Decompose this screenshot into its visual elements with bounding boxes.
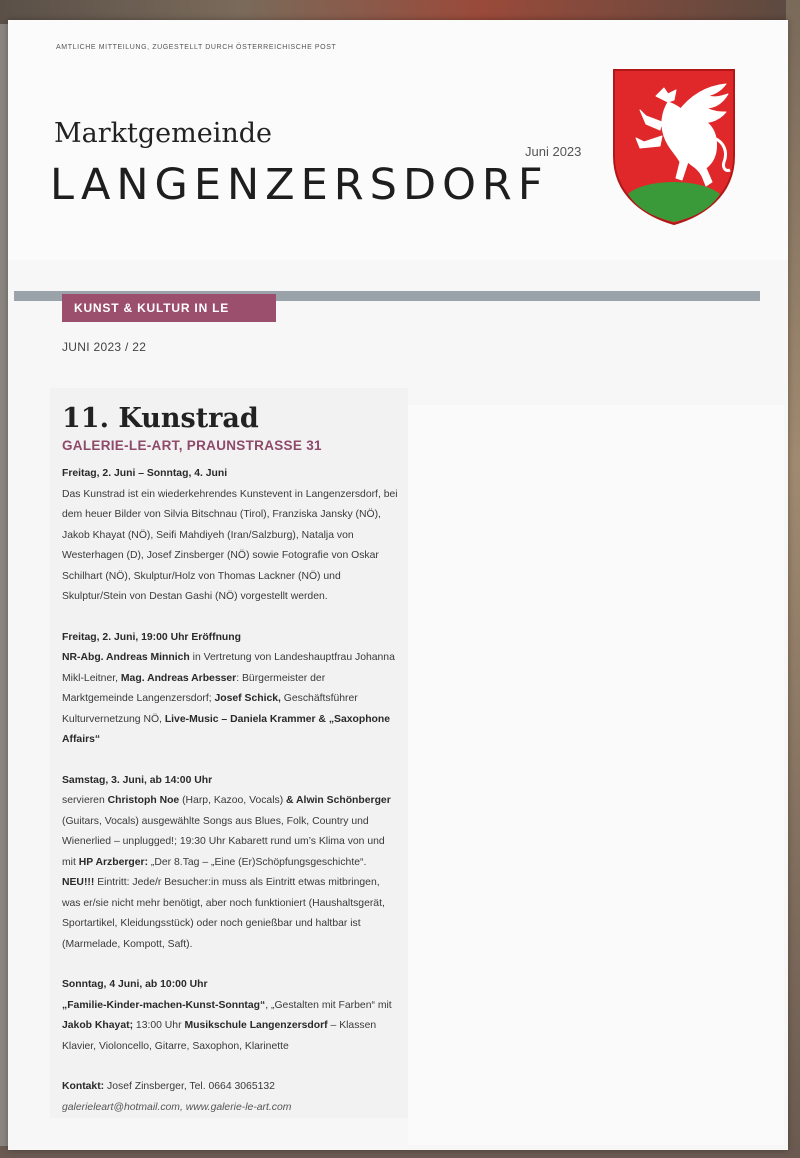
event-heading: Samstag, 3. Juni, ab 14:00 Uhr [62,774,213,786]
performer-name: Christoph Noe [107,795,180,806]
contact-label: Kontakt: [62,1081,105,1092]
text-run: (Guitars, Vocals) ausgewählte Songs aus Blues, Folk, Country und Wienerlied – unplugged!; 19:30 Uhr Kabarett rund um’s Klima von und mit [62,815,385,868]
text-run: in Vertretung von Landeshauptfrau Johanna Mikl-Leitner, [62,652,395,684]
text-run: Geschäftsführer Kulturvernetzung NÖ, [62,693,358,725]
event-text: Das Kunstrad ist ein wiederkehrendes Kunstevent in Langenzersdorf, bei dem heuer Bilder von Silvia Bitschnau (Tirol), Franziska Jansky (NÖ), Jakob Khayat (NÖ), Seifi Mahdiyeh (Iran/Salzburg), Natalja von Westerhagen (D), Josef Zinsberger (NÖ) sowie Fotografie von Oskar Schilhart (NÖ), Skulptur/Holz von Thomas Lackner (NÖ) und Skulptur/Stein von Destan Gashi (NÖ) vorgestellt werden. [62,488,398,602]
event-text [62,791,398,955]
griffin-coat-of-arms-icon [610,66,738,226]
text-run: (Harp, Kazoo, Vocals) [179,795,287,806]
event-text [62,648,398,751]
masthead-title: LANGENZERSDORF [50,160,549,210]
new-badge: NEU!!! [62,877,95,888]
text-run: 13:00 Uhr [133,1020,185,1031]
article [62,402,398,1138]
speaker-name: Josef Schick, [214,693,281,704]
performer-name: HP Arzberger: [78,856,149,868]
event-name: „Familie-Kinder-machen-Kunst-Sonntag“ [62,999,266,1011]
speaker-name: NR-Abg. Andreas Minnich [62,652,190,663]
text-run: – Klassen Klavier, Violoncello, Gitarre, Saxophon, Klarinette [62,1020,377,1052]
music-act: Live-Music – Daniela Krammer & „Saxophone Affairs“ [62,713,391,745]
contact-line [62,1077,398,1098]
article-title: 11. Kunstrad [62,403,259,434]
blank-right-area [408,405,784,1145]
event-heading: Sonntag, 4 Juni, ab 10:00 Uhr [62,979,208,990]
contact-block [62,1077,398,1118]
contact-text: Josef Zinsberger, Tel. 0664 3065132 [104,1081,275,1092]
event-text [62,996,398,1058]
event-block-4 [62,975,398,1057]
text-run: , „Gestalten mit Farben“ mit [265,999,392,1011]
speaker-name: Mag. Andreas Arbesser [120,672,237,684]
issue-date: Juni 2023 [525,144,582,159]
text-run: Eintritt: Jede/r Besucher:in muss als Eintritt etwas mitbringen, was er/sie nicht mehr benötigt, aber noch funktioniert (Haushaltsgerät, Sportartikel, Kleidungsstück) oder noch genießbar und haltbar ist (Marmelade, Kompott, Saft). [62,877,385,950]
background-strip-right [786,0,800,1158]
performer-name: Musikschule Langenzersdorf [184,1020,328,1031]
event-heading: Freitag, 2. Juni, 19:00 Uhr Eröffnung [62,631,241,643]
postal-notice: AMTLICHE MITTEILUNG, ZUGESTELLT DURCH ÖSTERREICHISCHE POST [56,44,337,51]
text-run: : Bürgermeister der Marktgemeinde Langenzersdorf; [62,672,326,704]
contact-web[interactable]: galerieleart@hotmail.com, www.galerie-le-art.com [62,1101,292,1113]
performer-name: & Alwin Schönberger [286,795,391,806]
page-number: JUNI 2023 / 22 [62,340,147,354]
section-tag: KUNST & KULTUR IN LE [62,294,276,322]
event-block-2 [62,628,398,751]
performer-name: Jakob Khayat; [62,1020,134,1031]
text-run: „Der 8.Tag – „Eine (Er)Schöpfungsgeschichte“. [148,856,367,868]
event-block-3 [62,771,398,956]
event-block-1 [62,464,398,608]
masthead-subtitle: Marktgemeinde [54,118,272,149]
article-subtitle: GALERIE-LE-ART, PRAUNSTRASSE 31 [62,438,322,453]
event-heading: Freitag, 2. Juni – Sonntag, 4. Juni [62,468,228,479]
text-run: servieren [62,795,108,806]
